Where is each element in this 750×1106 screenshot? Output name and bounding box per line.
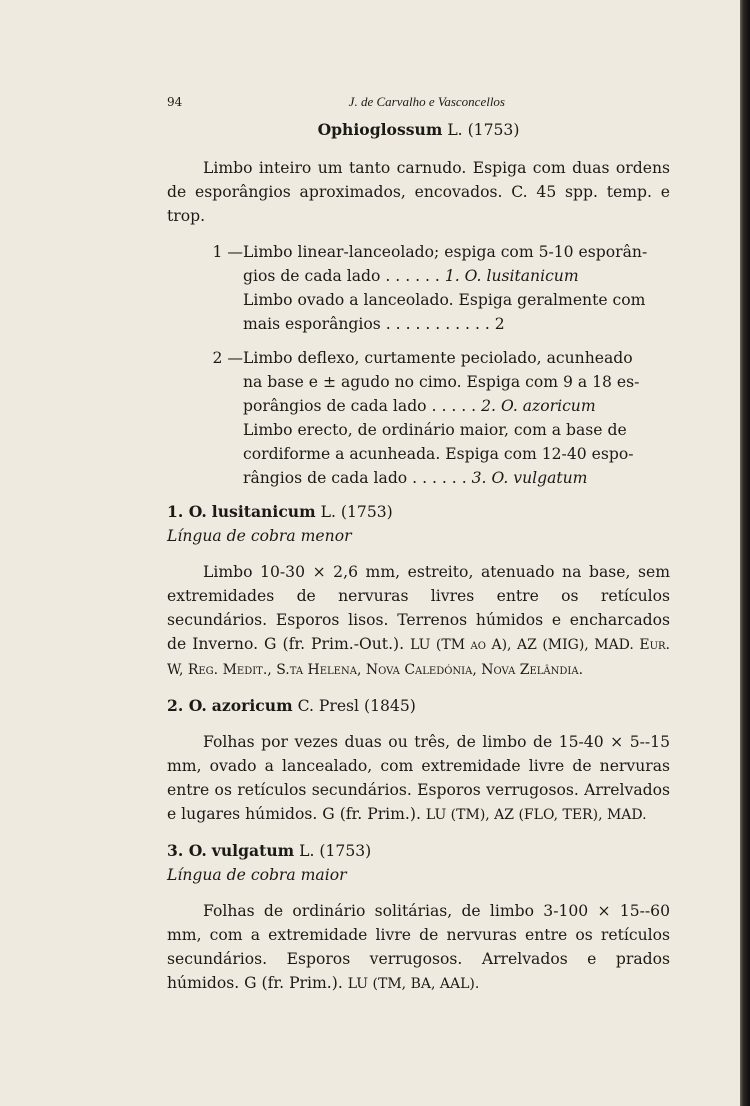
species-description: Folhas por vezes duas ou três, de limbo de 15-40 × 5--15 mm, ovado a lancealado, com extremidade livre de nervuras entre os retículos secundários. Esporos verrugosos. Arrelvados e lugares húmidos. G (fr. Prim.). LU (TM), AZ (FLO, TER), MAD.: [167, 733, 670, 823]
vernacular-name: Língua de cobra maior: [167, 866, 347, 884]
key-line: Limbo erecto, de ordinário maior, com a base de: [243, 421, 627, 439]
running-title: J. de Carvalho e Vasconcellos: [348, 94, 505, 109]
key-couplet-2: [167, 346, 670, 490]
species-title: 3. O. vulgatum L. (1753): [167, 841, 372, 860]
genus-author: L. (1753): [447, 121, 520, 139]
species-description: Limbo 10-30 × 2,6 mm, estreito, atenuado na base, sem extremidades de nervuras livres entre os retículos secundários. Esporos lisos. Terrenos húmidos e encharcados de Inverno. G (fr. Prim.-Out.). LU (TM ao A), AZ (MIG), MAD. Eur. W, Reg. Medit., S.ta Helena, Nova Caledónia, Nova Zelândia.: [167, 563, 670, 678]
vernacular-name: Língua de cobra menor: [167, 527, 352, 545]
species-epithet: vulgatum: [211, 841, 295, 860]
key-number: 2 —: [212, 349, 243, 367]
key-line: porângios de cada lado . . . . . 2. O. azoricum: [243, 397, 596, 415]
species-epithet: azoricum: [211, 696, 293, 715]
distribution: LU (TM ao A), AZ (MIG), MAD. Eur. W, Reg. Medit., S.ta Helena, Nova Caledónia, Nova Zelândia.: [167, 637, 670, 678]
key-line: gios de cada lado . . . . . . 1. O. lusitanicum: [243, 267, 579, 285]
species-author: C. Presl (1845): [297, 697, 416, 715]
species-entry-2: [167, 694, 670, 827]
genus-description: Limbo inteiro um tanto carnudo. Espiga com duas ordens de esporângios aproximados, encovados. C. 45 spp. temp. e trop.: [167, 159, 670, 225]
species-entry-3: [167, 839, 670, 996]
key-line: Limbo deflexo, curtamente peciolado, acunheado: [243, 349, 633, 367]
page-content: [167, 90, 670, 1008]
species-title: 2. O. azoricum C. Presl (1845): [167, 696, 416, 715]
page-header: [167, 90, 670, 112]
species-entry-1: [167, 500, 670, 682]
key-line: Limbo ovado a lanceolado. Espiga geralmente com: [243, 291, 646, 309]
key-line: Limbo linear-lanceolado; espiga com 5-10 esporân-: [243, 243, 648, 261]
key-lead-number: 2: [494, 315, 505, 333]
page-edge-shadow: [740, 0, 750, 1106]
genus-heading: [167, 118, 670, 142]
distribution: LU (TM, BA, AAL).: [347, 976, 480, 992]
species-description: Folhas de ordinário solitárias, de limbo 3-100 × 15--60 mm, com a extremidade livre de nervuras entre os retículos secundários. Esporos verrugosos. Arrelvados e prados húmidos. G (fr. Prim.). LU (TM, BA, AAL).: [167, 902, 670, 992]
species-author: L. (1753): [299, 842, 372, 860]
distribution: LU (TM), AZ (FLO, TER), MAD.: [425, 807, 647, 823]
species-title: 1. O. lusitanicum L. (1753): [167, 502, 393, 521]
key-line: rângios de cada lado . . . . . . 3. O. vulgatum: [243, 469, 588, 487]
key-lead-taxon: 2. O. azoricum: [481, 397, 596, 415]
species-epithet: lusitanicum: [211, 502, 316, 521]
key-line: cordiforme a acunheada. Espiga com 12-40 espo-: [243, 445, 634, 463]
key-line: mais esporângios . . . . . . . . . . . 2: [243, 315, 505, 333]
species-author: L. (1753): [320, 503, 393, 521]
key-couplet-1: [167, 240, 670, 336]
page-number: 94: [167, 95, 183, 109]
key-lead-taxon: 3. O. vulgatum: [471, 469, 588, 487]
key-lead-taxon: 1. O. lusitanicum: [444, 267, 579, 285]
key-line: na base e ± agudo no cimo. Espiga com 9 a 18 es-: [243, 373, 640, 391]
key-number: 1 —: [212, 243, 243, 261]
genus-name: Ophioglossum: [317, 120, 443, 139]
